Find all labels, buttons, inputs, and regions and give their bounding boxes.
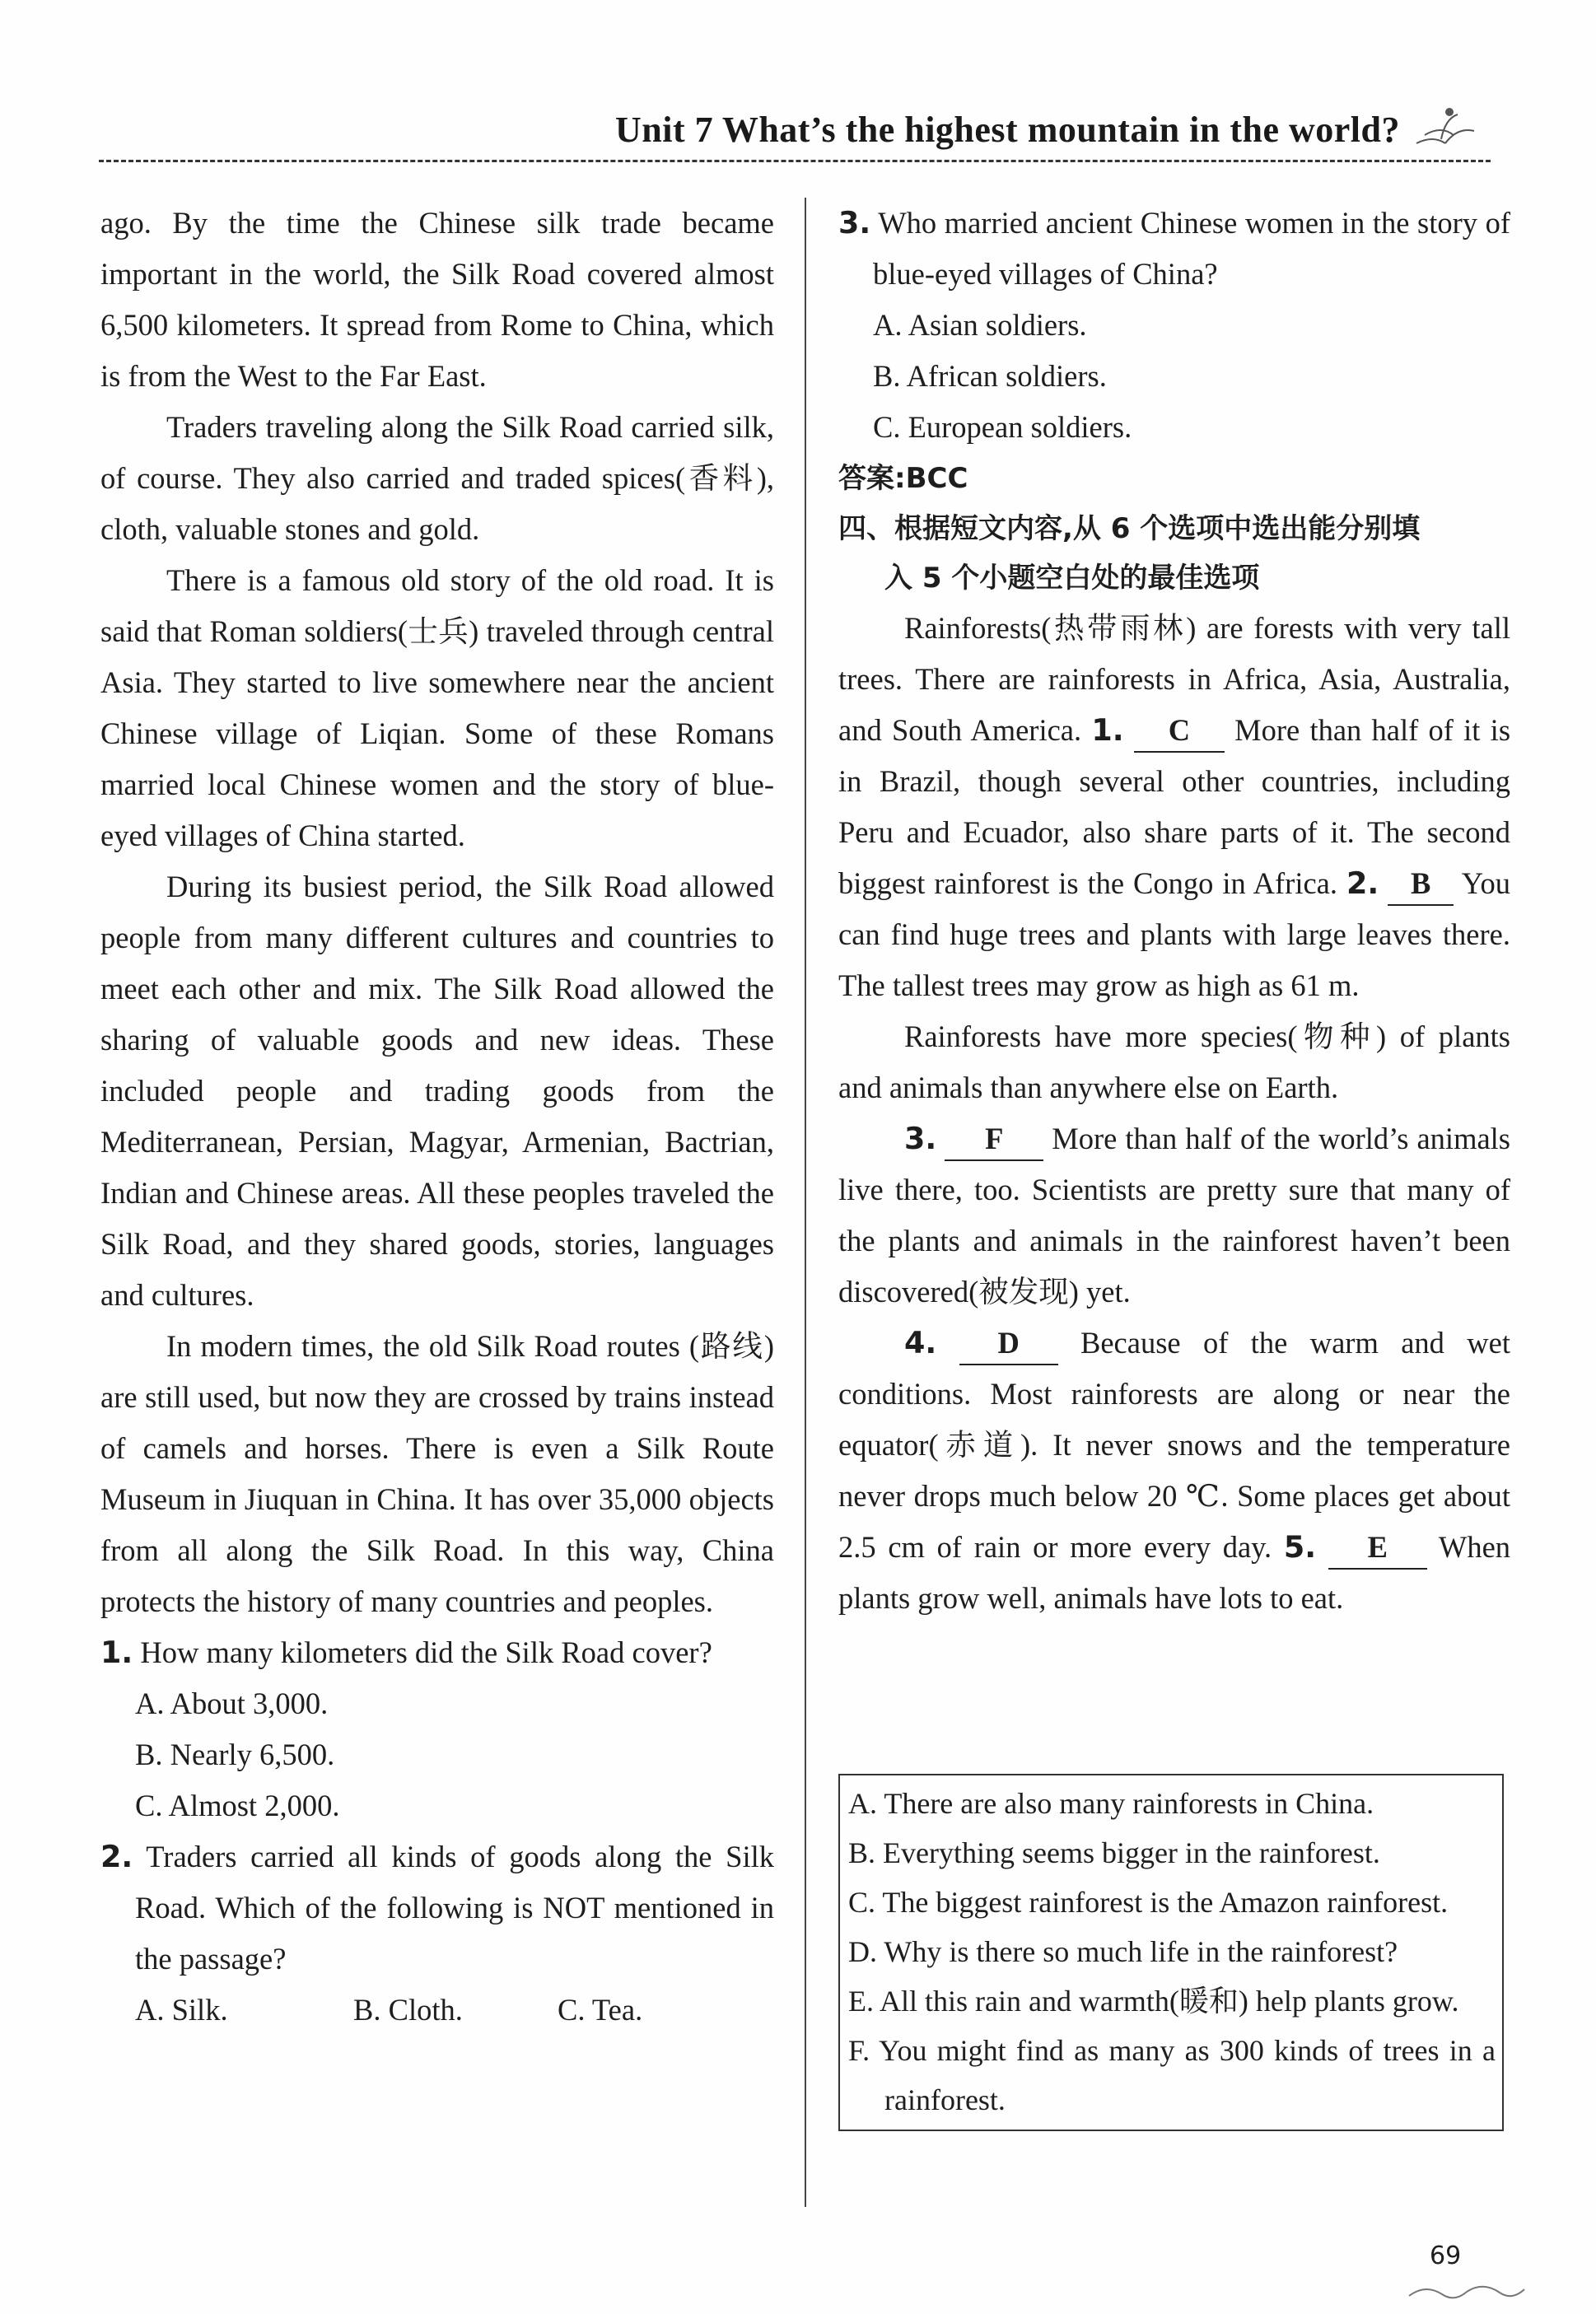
question-1 bbox=[100, 1627, 774, 1678]
blank-number: 4. bbox=[904, 1325, 937, 1360]
blank-number: 1. bbox=[1091, 712, 1124, 748]
question-1-option-a: A. About 3,000. bbox=[135, 1687, 329, 1720]
blank-number: 5. bbox=[1283, 1529, 1317, 1565]
decorative-swirl-icon bbox=[1405, 2279, 1528, 2304]
question-2 bbox=[100, 1831, 774, 1985]
answer-blank-2: B bbox=[1388, 863, 1454, 906]
question-3-option-b: B. African soldiers. bbox=[873, 359, 1107, 393]
header-dashed-rule bbox=[99, 160, 1491, 162]
question-3 bbox=[838, 198, 1510, 300]
question-1-option-b: B. Nearly 6,500. bbox=[135, 1738, 335, 1771]
option-d: D. Why is there so much life in the rainforest? bbox=[848, 1935, 1398, 1968]
page-header bbox=[99, 105, 1491, 163]
unit-title: Unit 7 What’s the highest mountain in the world? bbox=[614, 110, 1400, 150]
text-run: When plants grow well, animals have lots to eat. bbox=[838, 1530, 1511, 1615]
question-2-option-a: A. Silk. bbox=[135, 1993, 228, 2027]
question-3-option-a: A. Asian soldiers. bbox=[873, 308, 1087, 342]
right-column bbox=[838, 198, 1510, 1624]
question-number: 2. bbox=[100, 1839, 133, 1874]
option-f: F. You might find as many as 300 kinds of trees in a rainforest. bbox=[848, 2034, 1496, 2116]
answer-key: 答案:BCC bbox=[838, 462, 968, 495]
section-four-instructions bbox=[838, 504, 1510, 603]
answer-blank-5: E bbox=[1328, 1527, 1427, 1570]
passage-paragraph-4: During its busiest period, the Silk Road allowed people from many different cultures and countries to meet each other and mix. The Silk Road allowed the sharing of valuable goods and new ideas. These included people and trading goods from the Mediterranean, Persian, Magyar, Armenian, Bactrian, Indian and Chinese areas. All these peoples traveled the Silk Road, and they shared goods, stories, languages and cultures. bbox=[100, 870, 774, 1312]
passage-paragraph-5: In modern times, the old Silk Road routes (路线) are still used, but now they are crossed by trains instead of camels and horses. There is even a Silk Route Museum in Jiuquan in China. It has over 35,000 objects from all along the Silk Road. In this way, China protects the history of many countries and peoples. bbox=[100, 1329, 774, 1618]
section-title-line-1: 四、根据短文内容,从 6 个选项中选出能分别填 bbox=[838, 512, 1421, 545]
rainforest-paragraph-2: Rainforests have more species(物种) of plants and animals than anywhere else on Earth. bbox=[838, 1019, 1510, 1104]
answer-blank-1: C bbox=[1134, 710, 1225, 753]
question-1-option-c: C. Almost 2,000. bbox=[135, 1789, 340, 1822]
passage-paragraph-2: Traders traveling along the Silk Road carried silk, of course. They also carried and traded spices(香料), cloth, valuable stones and gold. bbox=[100, 410, 774, 546]
text-run: More than half of it is in Brazil, though several other countries, including Peru and Ecuador, also share parts of it. The second biggest rainforest is the Congo in Africa. bbox=[838, 713, 1511, 900]
blank-number: 3. bbox=[904, 1121, 937, 1156]
page-number: 69 bbox=[1430, 2242, 1462, 2270]
question-2-options bbox=[100, 1985, 774, 2036]
answer-blank-3: F bbox=[945, 1118, 1043, 1161]
rainforest-paragraph-4 bbox=[838, 1318, 1510, 1624]
question-2-option-c: C. Tea. bbox=[558, 1993, 643, 2027]
column-divider bbox=[805, 198, 806, 2207]
question-text: Who married ancient Chinese women in the story of blue-eyed villages of China? bbox=[873, 206, 1510, 291]
section-title-line-2: 入 5 个小题空白处的最佳选项 bbox=[884, 562, 1260, 595]
question-number: 3. bbox=[838, 205, 871, 240]
blank-number: 2. bbox=[1346, 865, 1379, 901]
question-2-option-b: B. Cloth. bbox=[353, 1993, 463, 2027]
option-e: E. All this rain and warmth(暖和) help plants grow. bbox=[848, 1985, 1459, 2018]
text-run: You can find huge trees and plants with large leaves there. The tallest trees may grow as high as 61 m. bbox=[838, 866, 1510, 1002]
question-number: 1. bbox=[100, 1635, 133, 1670]
answer-blank-4: D bbox=[959, 1323, 1058, 1365]
decorative-fan-icon bbox=[1408, 102, 1482, 152]
option-c: C. The biggest rainforest is the Amazon rainforest. bbox=[848, 1886, 1449, 1919]
passage-paragraph-3: There is a famous old story of the old road. It is said that Roman soldiers(士兵) traveled through central Asia. They started to live somewhere near the ancient Chinese village of Liqian. Some of these Romans married local Chinese women and the story of blue-eyed villages of China started. bbox=[100, 563, 774, 852]
text-run: Rainforests(热带雨林) are forests with very tall trees. There are rainforests in Africa, Asia, Australia, and South America. bbox=[838, 611, 1510, 747]
left-column bbox=[100, 198, 774, 2036]
question-text: Traders carried all kinds of goods along the Silk Road. Which of the following is NOT mentioned in the passage? bbox=[135, 1840, 774, 1976]
option-a: A. There are also many rainforests in China. bbox=[848, 1787, 1374, 1820]
answer-options-box bbox=[838, 1774, 1504, 2131]
rainforest-paragraph-3 bbox=[838, 1113, 1510, 1318]
rainforest-paragraph-1 bbox=[838, 603, 1510, 1011]
text-run: Because of the warm and wet conditions. Most rainforests are along or near the equator(赤道). It never snows and the temperature never drops much below 20 ℃. Some places get about 2.5 cm of rain or more every day. bbox=[838, 1326, 1510, 1564]
passage-paragraph-1: ago. By the time the Chinese silk trade became important in the world, the Silk Road covered almost 6,500 kilometers. It spread from Rome to China, which is from the West to the Far East. bbox=[100, 206, 774, 393]
text-run: More than half of the world’s animals live there, too. Scientists are pretty sure that many of the plants and animals in the rainforest haven’t been discovered(被发现) yet. bbox=[838, 1122, 1511, 1309]
option-b: B. Everything seems bigger in the rainforest. bbox=[848, 1836, 1380, 1869]
question-text: How many kilometers did the Silk Road cover? bbox=[140, 1635, 712, 1669]
question-3-option-c: C. European soldiers. bbox=[873, 410, 1132, 444]
